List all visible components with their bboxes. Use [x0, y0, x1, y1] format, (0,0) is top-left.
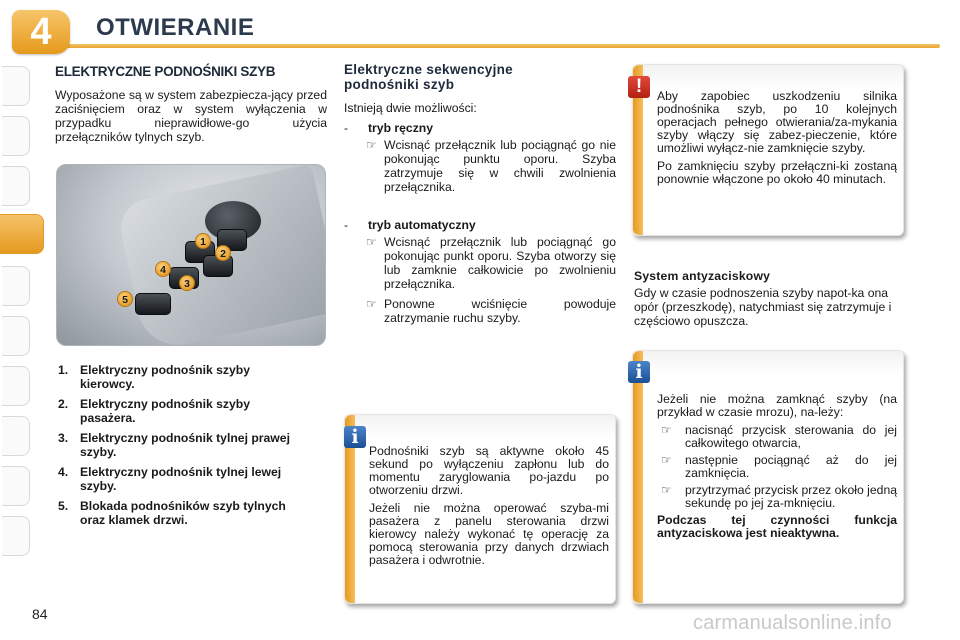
legend-item: 1. Elektryczny podnośnik szyby kierowcy. — [58, 363, 251, 391]
page-number: 84 — [32, 606, 48, 622]
modes-intro: Istnieją dwie możliwości: — [344, 101, 477, 115]
legend-item: 2. Elektryczny podnośnik szyby pasażera. — [58, 397, 251, 425]
chapter-tab[interactable] — [2, 316, 30, 356]
watermark: carmanualsonline.info — [693, 612, 892, 634]
antipinch-text: Gdy w czasie podnoszenia szyby napot-ka ona opór (przeszkodę), natychmiast się zatrzymuje i częściowo opuszcza. — [634, 286, 892, 328]
lock-switch — [135, 293, 171, 315]
antipinch-heading: System antyzaciskowy — [634, 269, 771, 283]
chapter-tab-active[interactable] — [0, 214, 44, 254]
callout-2: 2 — [215, 245, 231, 261]
chapter-number-badge: 4 — [12, 10, 70, 54]
info-note-timeout — [344, 414, 616, 604]
info-icon: i — [344, 426, 366, 448]
legend-item: 5. Blokada podnośników szyb tylnych oraz klamek drzwi. — [58, 499, 286, 527]
warning-icon: ! — [628, 76, 650, 98]
frost-step: ☞ nacisnąć przycisk sterowania do jej całkowitego otwarcia, — [661, 423, 897, 450]
callout-3: 3 — [179, 275, 195, 291]
header-rule — [60, 44, 940, 48]
pointing-hand-icon: ☞ — [661, 453, 672, 467]
chapter-tab-strip — [0, 56, 32, 586]
sequential-modes — [344, 101, 616, 325]
chapter-tab[interactable] — [2, 416, 30, 456]
chapter-tab[interactable] — [2, 466, 30, 506]
chapter-tab[interactable] — [2, 516, 30, 556]
pointing-hand-icon: ☞ — [366, 138, 377, 152]
auto-mode-text-2: ☞ Ponowne wciśnięcie powoduje zatrzymanie ruchu szyby. — [366, 297, 616, 325]
legend-item: 3. Elektryczny podnośnik tylnej prawej szyby. — [58, 431, 290, 459]
manual-mode-text: ☞ Wcisnąć przełącznik lub pociągnąć go nie pokonując punktu oporu. Szyba zatrzymuje się w chwili zwolnienia przełącznika. — [366, 138, 616, 194]
callout-5: 5 — [117, 291, 133, 307]
pointing-hand-icon: ☞ — [661, 483, 672, 497]
info-note-p2: Jeżeli nie można operować szyba-mi pasażera z panelu sterowania drzwi kierowcy należy wykonać tę operację za pomocą sterowania przy danych drzwiach pasażera i odwrotnie. — [369, 501, 609, 567]
pointing-hand-icon: ☞ — [661, 423, 672, 437]
warning-note — [632, 64, 904, 236]
chapter-tab[interactable] — [2, 166, 30, 206]
frost-step: ☞ przytrzymać przycisk przez około jedną sekundę po jej za-mknięciu. — [661, 483, 897, 510]
window-switch-photo — [56, 164, 326, 346]
chapter-tab[interactable] — [2, 116, 30, 156]
warning-p1: Aby zapobiec uszkodzeniu silnika podnośnika szyb, po 10 kolejnych operacjach pełnego otwierania/za-mykania szyby włączy się zabez-pieczenie, które umożliwi wyłącz-nie zamknięcie szyby. — [657, 89, 897, 155]
info-note-frost — [632, 350, 904, 604]
chapter-title: OTWIERANIE — [96, 14, 255, 41]
frost-step: ☞ następnie pociągnąć aż do jej zamknięcia. — [661, 453, 897, 480]
section-intro: Wyposażone są w system zabezpiecza-jący przed zaciśnięciem oraz w system wyłączenia w przypadku nieprawidłowe-go użycia przełączników tylnych szyb. — [55, 88, 327, 144]
chapter-tab[interactable] — [2, 366, 30, 406]
warning-p2: Po zamknięciu szyby przełączni-ki zostaną ponownie włączone po około 40 minutach. — [657, 159, 897, 186]
pointing-hand-icon: ☞ — [366, 235, 377, 249]
callout-1: 1 — [195, 233, 211, 249]
pointing-hand-icon: ☞ — [366, 297, 377, 311]
legend-item: 4. Elektryczny podnośnik tylnej lewej szyby. — [58, 465, 282, 493]
section-heading: ELEKTRYCZNE PODNOŚNIKI SZYB — [55, 64, 276, 79]
auto-mode: - tryb automatyczny — [344, 218, 476, 232]
switch-legend — [58, 363, 303, 533]
frost-steps — [657, 424, 897, 510]
chapter-tab[interactable] — [2, 66, 30, 106]
frost-warning-bold: Podczas tej czynności funkcja antyzaciskowa jest nieaktywna. — [657, 513, 897, 540]
info-icon: i — [628, 361, 650, 383]
auto-mode-text-1: ☞ Wcisnąć przełącznik lub pociągnąć go pokonując punkt oporu. Szyba otworzy się lub zamknie całkowicie po zwolnieniu przełącznika. — [366, 235, 616, 291]
sequential-heading: Elektryczne sekwencyjne podnośniki szyb — [344, 62, 513, 92]
frost-intro: Jeżeli nie można zamknąć szyby (na przykład w czasie mrozu), na-leży: — [657, 392, 897, 419]
info-note-p1: Podnośniki szyb są aktywne około 45 sekund po wyłączeniu zapłonu lub do momentu zaryglowania po-jazdu po otworzeniu drzwi. — [369, 444, 609, 497]
callout-4: 4 — [155, 261, 171, 277]
manual-mode: - tryb ręczny — [344, 121, 434, 135]
chapter-tab[interactable] — [2, 266, 30, 306]
